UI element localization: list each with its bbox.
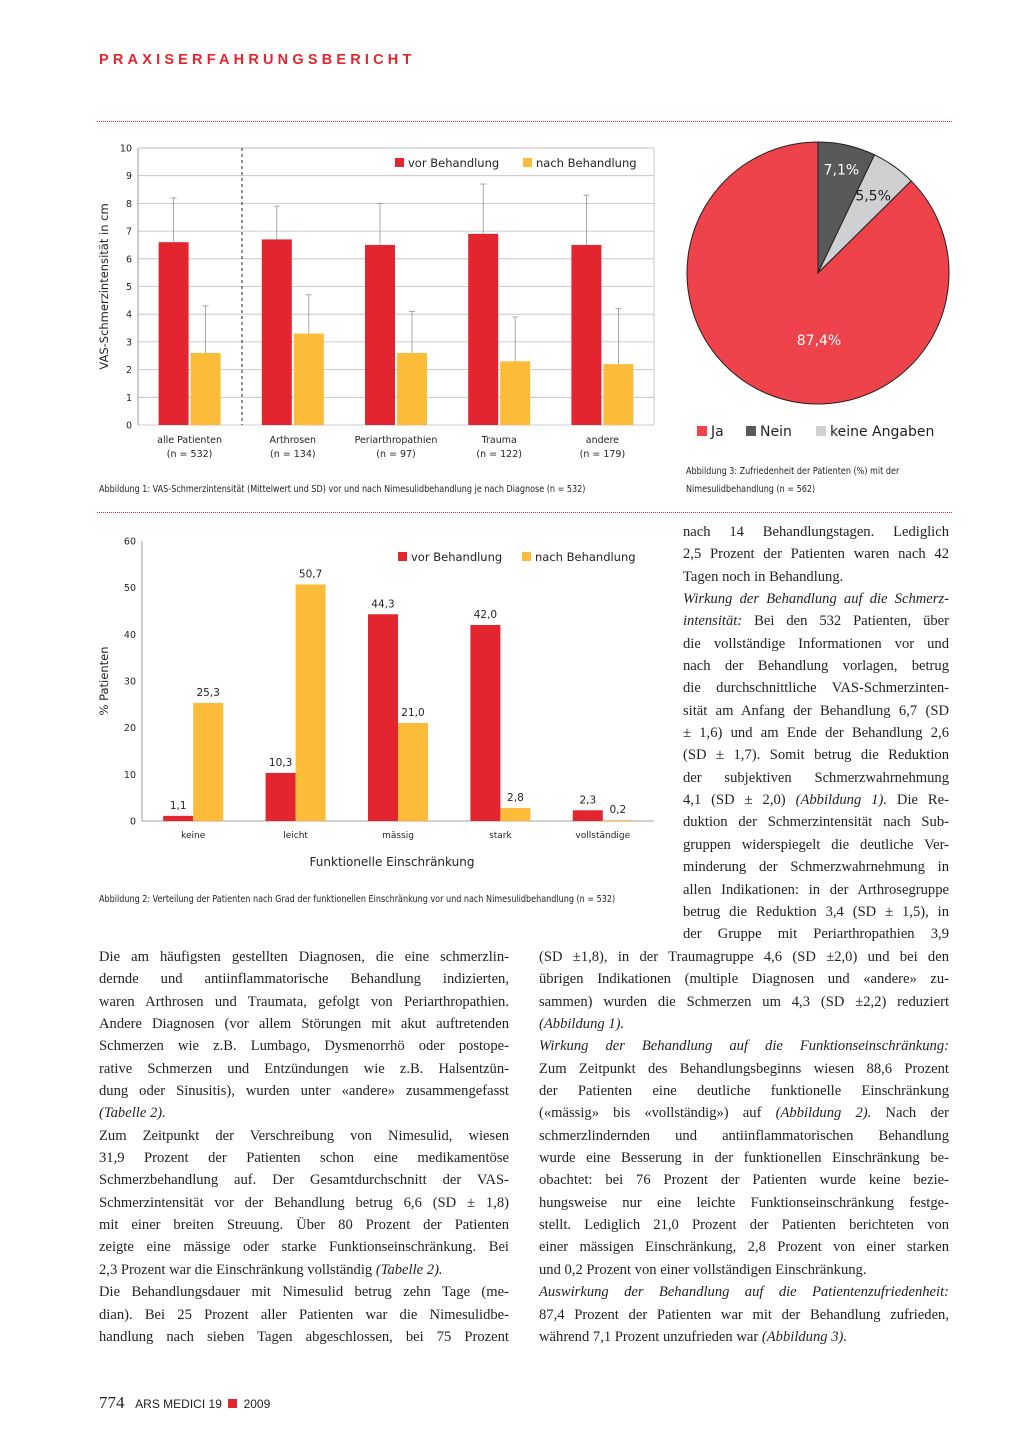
x-tick-label: andere: [585, 435, 620, 446]
bar-nach: [193, 703, 223, 821]
y-tick-label: 60: [123, 536, 136, 548]
table-reference: (Tabelle 2).: [99, 1105, 166, 1122]
text-line: mit einer breiten Streuung. Über 80 Prozent der Patienten: [99, 1217, 509, 1234]
text-line: sität am Anfang der Behandlung 6,7 (SD: [683, 702, 949, 719]
x-tick-label: vollständige: [575, 831, 631, 841]
section-header: PRAXISERFAHRUNGSBERICHT: [99, 52, 416, 68]
text-line: dian). Bei 25 Prozent aller Patienten war die Nimesulidbe-: [99, 1306, 509, 1323]
text-line: (SD ± 1,7). Somit betrug die Reduktion: [683, 747, 949, 764]
text-line: dung oder Sinusitis), wurden unter «andere» zusammengefasst: [99, 1083, 509, 1100]
legend-label: Nein: [760, 424, 792, 440]
legend-label: Ja: [711, 424, 724, 440]
page-number: 774: [99, 1393, 125, 1412]
x-tick-label: stark: [489, 831, 512, 841]
y-tick-label: 10: [119, 143, 132, 155]
divider-top: [97, 121, 952, 122]
bar-nach: [397, 353, 427, 425]
data-label: 10,3: [268, 756, 293, 769]
legend-label-nach: nach Behandlung: [536, 156, 637, 170]
y-tick-label: 7: [125, 226, 132, 238]
figure-reference: (Abbildung 1).: [539, 1016, 625, 1033]
text-line: der Patienten eine deutliche funktionelle Einschränkung: [539, 1083, 949, 1100]
text-line: einer mässigen Einschränkung, 2,8 Prozent von einer starken: [539, 1239, 949, 1256]
text-fragment: Die Re-: [887, 792, 949, 809]
legend-label-vor: vor Behandlung: [411, 550, 503, 564]
legend-swatch-vor: [395, 158, 404, 167]
bar-vor: [368, 614, 398, 821]
legend-swatch-nach: [523, 158, 532, 167]
y-tick-label: 10: [123, 769, 136, 781]
text-line: die durchschnittliche VAS-Schmerzinten-: [683, 680, 949, 697]
text-line: Die am häufigsten gestellten Diagnosen, die eine schmerzlin-: [99, 949, 509, 965]
pie-label: 87,4%: [796, 333, 842, 349]
y-tick-label: 8: [125, 198, 132, 210]
figure-reference: (Abbildung 3).: [761, 1328, 848, 1345]
text-line: [539, 1281, 949, 1303]
y-tick-label: 3: [125, 337, 132, 349]
legend-swatch: [697, 426, 707, 436]
legend-swatch: [746, 426, 756, 436]
y-tick-label: 50: [123, 583, 136, 595]
text-line: waren Arthrosen und Traumata, gefolgt von Periarthropathien.: [99, 993, 509, 1010]
divider-middle: [97, 512, 952, 513]
text-line: rative Schmerzen und Entzündungen wie z.B. Halsentzün-: [99, 1060, 509, 1077]
text-line: minderung der Schmerzwahrnehmung in: [683, 859, 949, 876]
text-line: Tagen noch in Behandlung.: [683, 568, 844, 585]
x-tick-n-label: (n = 122): [476, 449, 522, 460]
text-line: zeigte eine mässige oder starke Funktionseinschränkung. Bei: [99, 1239, 509, 1256]
y-tick-label: 1: [125, 392, 132, 404]
text-line: [539, 1326, 949, 1348]
middle-column-text: [539, 946, 949, 1348]
bar-vor: [159, 242, 189, 425]
text-line: und 0,2 Prozent von einer vollständigen Einschränkung.: [539, 1261, 867, 1278]
figure-2-bar-chart: [92, 528, 667, 876]
text-fragment: («mässig» bis «vollständig») auf: [539, 1105, 762, 1122]
bar-nach: [294, 334, 324, 425]
text-line: Zum Zeitpunkt des Behandlungsbeginns wiesen 88,6 Prozent: [539, 1060, 949, 1077]
text-line: betrug die Reduktion 3,4 (SD ± 1,5), in: [683, 903, 949, 920]
text-line: Die Behandlungsdauer mit Nimesulid betrug zehn Tage (me-: [99, 1284, 509, 1301]
bar-nach: [296, 584, 326, 821]
figure-3-pie-chart: [680, 140, 952, 460]
text-line: wurde eine Besserung in der funktionellen Einschränkung be-: [539, 1150, 949, 1167]
text-fragment: Bei den 532 Patienten, über: [742, 613, 949, 630]
text-line: schmerzlindernden und antiinflammatorischen Behandlung: [539, 1127, 949, 1144]
text-line: obachtet: bei 76 Prozent der Patienten wurde keine bezie-: [539, 1172, 949, 1189]
text-line: sammen) wurden die Schmerzen um 4,3 (SD ±2,2) reduziert: [539, 993, 949, 1010]
footer-square-icon: [228, 1399, 237, 1408]
text-line: [99, 1102, 509, 1124]
bar-vor: [470, 625, 500, 821]
text-line: 87,4 Prozent der Patienten war mit der Behandlung zufrieden,: [539, 1306, 949, 1323]
data-label: 25,3: [196, 686, 220, 699]
text-fragment: 2,3 Prozent war die Einschränkung vollständig: [99, 1261, 373, 1278]
figure-3-caption-line1: Abbildung 3: Zufriedenheit der Patienten (%) mit der: [686, 466, 900, 477]
figure-reference: (Abbildung 2).: [775, 1105, 872, 1122]
bar-nach: [500, 361, 530, 425]
data-label: 44,3: [371, 598, 395, 611]
data-label: 42,0: [473, 609, 498, 621]
figure-1-caption: Abbildung 1: VAS-Schmerzintensität (Mittelwert und SD) vor und nach Nimesulidbehandlung je nach Diagnose (n = 532): [99, 484, 586, 495]
legend-label-vor: vor Behandlung: [408, 156, 500, 170]
figure-reference: (Abbildung 1).: [795, 792, 887, 809]
pie-label: 7,1%: [823, 162, 860, 179]
text-line: [99, 1259, 509, 1281]
x-tick-label: alle Patienten: [157, 435, 223, 446]
table-reference: (Tabelle 2).: [375, 1261, 443, 1278]
subheading: Wirkung der Behandlung auf die Funktionseinschränkung:: [539, 1038, 949, 1055]
text-line: hungsweise nur eine leichte Funktionseinschränkung festge-: [539, 1194, 949, 1211]
data-label: 21,0: [401, 707, 425, 719]
y-tick-label: 2: [125, 365, 132, 377]
bar-nach: [398, 723, 428, 821]
bar-vor: [163, 816, 193, 821]
x-tick-n-label: (n = 532): [166, 449, 213, 460]
y-tick-label: 40: [123, 629, 136, 641]
bar-vor: [262, 239, 292, 425]
x-tick-label: mässig: [382, 831, 414, 841]
bar-nach: [191, 353, 221, 425]
page-footer: [99, 1393, 270, 1413]
y-tick-label: 30: [123, 676, 136, 688]
x-axis-label: Funktionelle Einschränkung: [309, 855, 475, 869]
text-line: die vollständige Informationen vor und: [683, 635, 949, 652]
figure-2-caption: Abbildung 2: Verteilung der Patienten nach Grad der funktionellen Einschränkung vor und nach Nimesulidbehandlung (n = 532): [99, 894, 616, 905]
text-line: Zum Zeitpunkt der Verschreibung von Nimesulid, wiesen: [99, 1127, 509, 1144]
text-line: [683, 610, 949, 632]
x-tick-label: Trauma: [481, 435, 517, 446]
data-label: 1,1: [169, 799, 187, 812]
text-line: 31,9 Prozent der Patienten schon eine medikamentöse: [99, 1150, 509, 1167]
figure-3-caption-line2: Nimesulidbehandlung (n = 562): [686, 484, 816, 495]
text-line: [539, 1013, 949, 1035]
x-tick-n-label: (n = 97): [376, 449, 416, 460]
text-line: übrigen Indikationen (multiple Diagnosen und «andere» zu-: [539, 971, 949, 988]
text-line: [539, 1035, 949, 1057]
subheading: intensität:: [683, 613, 743, 630]
text-line: Andere Diagnosen (vor allem Störungen mit akut auftretenden: [99, 1016, 509, 1033]
text-line: Schmerzbehandlung auf. Der Gesamtdurchschnitt der VAS-: [99, 1172, 509, 1189]
y-tick-label: 9: [125, 171, 132, 183]
pie-label: 5,5%: [855, 188, 891, 205]
text-fragment: Nach der: [871, 1105, 950, 1122]
bar-nach: [603, 820, 633, 821]
text-line: ± 1,6) und am Ende der Behandlung 2,6: [683, 725, 949, 742]
text-line: (SD ±1,8), in der Traumagruppe 4,6 (SD ±2,0) und bei den: [539, 949, 949, 965]
legend-swatch: [816, 426, 826, 436]
bar-nach: [500, 808, 530, 821]
bar-vor: [468, 234, 498, 425]
text-line: handlung nach sieben Tagen abgeschlossen, bei 75 Prozent: [99, 1328, 509, 1345]
text-line: Schmerzen wie z.B. Lumbago, Dysmenorrhö oder postope-: [99, 1038, 509, 1055]
text-line: duktion der Schmerzintensität nach Sub-: [683, 814, 949, 831]
x-tick-n-label: (n = 134): [270, 449, 316, 460]
x-tick-label: leicht: [283, 831, 308, 841]
text-line: 2,5 Prozent der Patienten waren nach 42: [683, 546, 949, 563]
x-tick-n-label: (n = 179): [579, 449, 626, 460]
y-tick-label: 6: [125, 254, 132, 266]
text-line: dernde und antiinflammatorische Behandlung indizierten,: [99, 971, 509, 988]
left-column-text: [99, 946, 509, 1348]
bar-vor: [573, 810, 603, 821]
bar-vor: [266, 773, 296, 821]
text-line: der subjektiven Schmerzwahrnehmung: [683, 769, 949, 786]
text-fragment: während 7,1 Prozent unzufrieden war: [539, 1328, 759, 1345]
y-axis-label: % Patienten: [97, 646, 111, 716]
y-tick-label: 4: [125, 309, 132, 321]
text-line: [683, 588, 949, 610]
subheading: Wirkung der Behandlung auf die Schmerz-: [683, 591, 949, 608]
text-line: gruppen widerspiegelt die deutliche Ver-: [683, 836, 949, 853]
figure-1-bar-chart: [92, 136, 667, 466]
text-line: der Gruppe mit Periarthropathien 3,9: [683, 926, 949, 943]
legend-swatch-vor: [398, 552, 407, 561]
y-axis-label: VAS-Schmerzintensität in cm: [97, 203, 111, 370]
right-column-text: [683, 521, 949, 946]
y-tick-label: 5: [125, 282, 132, 293]
text-line: Schmerzintensität vor der Behandlung betrug 6,6 (SD ± 1,8): [99, 1194, 509, 1211]
x-tick-label: keine: [181, 831, 206, 841]
text-line: nach der Behandlung vorlagen, betrug: [683, 658, 949, 675]
text-line: [539, 1102, 949, 1124]
legend-swatch-nach: [522, 552, 531, 561]
text-line: [683, 789, 949, 811]
data-label: 50,7: [298, 568, 323, 581]
y-tick-label: 20: [123, 723, 136, 735]
bar-nach: [603, 364, 633, 425]
text-fragment: 4,1 (SD ± 2,0): [683, 792, 786, 809]
data-label: 0,2: [609, 804, 627, 817]
y-tick-label: 0: [129, 816, 136, 828]
data-label: 2,3: [579, 794, 597, 807]
x-tick-label: Periarthropathien: [354, 435, 438, 446]
legend-label: keine Angaben: [830, 424, 935, 440]
journal-year: 2009: [243, 1397, 271, 1411]
text-line: stellt. Lediglich 21,0 Prozent der Patienten berichteten von: [539, 1217, 949, 1234]
text-line: allen Indikationen: in der Arthrosegruppe: [683, 881, 949, 898]
bar-vor: [571, 245, 601, 425]
text-line: nach 14 Behandlungstagen. Lediglich: [683, 524, 949, 540]
x-tick-label: Arthrosen: [269, 435, 317, 446]
legend-label-nach: nach Behandlung: [535, 550, 636, 564]
journal-name: ARS MEDICI 19: [135, 1397, 222, 1411]
subheading: Auswirkung der Behandlung auf die Patientenzufriedenheit:: [539, 1284, 949, 1301]
y-tick-label: 0: [125, 420, 132, 432]
bar-vor: [365, 245, 395, 425]
data-label: 2,8: [507, 791, 524, 804]
